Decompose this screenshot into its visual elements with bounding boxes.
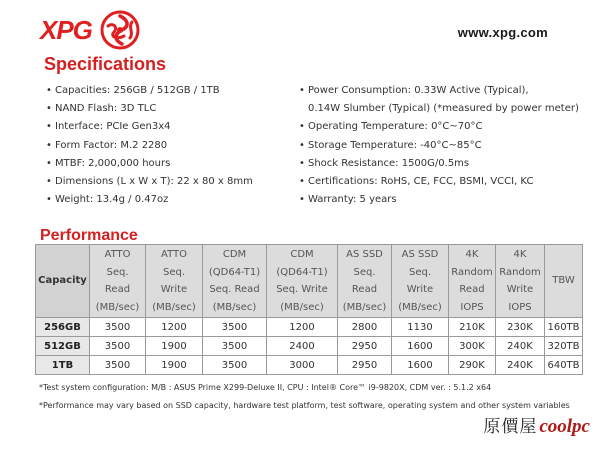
capacity-cell: 512GB xyxy=(36,337,90,356)
bullet-icon: • xyxy=(299,139,305,151)
table-cell: 3000 xyxy=(267,356,338,375)
spec-item xyxy=(46,191,253,209)
bullet-icon: • xyxy=(299,121,305,133)
bullet-icon: • xyxy=(46,103,52,115)
table-header-row xyxy=(36,245,583,318)
spec-text: Warranty: 5 years xyxy=(308,194,397,206)
column-header: 4K Random Write IOPS xyxy=(496,245,545,318)
table-row xyxy=(36,356,583,375)
table-cell: 210K xyxy=(449,318,496,337)
spec-item xyxy=(46,137,253,155)
spec-item-continuation xyxy=(299,100,579,118)
capacity-header: Capacity xyxy=(36,245,90,318)
table-cell: 1200 xyxy=(146,318,203,337)
coolpc-watermark xyxy=(483,412,590,438)
spec-text: Power Consumption: 0.33W Active (Typical), xyxy=(308,85,529,96)
spec-item xyxy=(299,155,579,173)
table-cell: 2950 xyxy=(338,356,392,375)
capacity-cell: 256GB xyxy=(36,318,90,337)
table-cell: 1200 xyxy=(267,318,338,337)
table-cell: 240K xyxy=(496,356,545,375)
column-header: CDM (QD64-T1) Seq. Write (MB/sec) xyxy=(267,245,338,318)
spec-text: Operating Temperature: 0°C~70°C xyxy=(308,121,483,133)
spec-text: NAND Flash: 3D TLC xyxy=(55,103,157,115)
capacity-cell: 1TB xyxy=(36,356,90,375)
bullet-icon: • xyxy=(46,121,52,133)
bullet-icon: • xyxy=(46,175,52,187)
column-header: AS SSD Seq. Read (MB/sec) xyxy=(338,245,392,318)
spec-item xyxy=(46,82,253,100)
specifications-title: Specifications xyxy=(44,54,167,74)
spec-text: Interface: PCIe Gen3x4 xyxy=(55,121,171,133)
spec-text: Storage Temperature: -40°C~85°C xyxy=(308,139,482,151)
table-cell: 3500 xyxy=(90,337,146,356)
table-cell: 1900 xyxy=(146,356,203,375)
column-header: AS SSD Seq. Write (MB/sec) xyxy=(392,245,449,318)
spec-text: Weight: 13.4g / 0.47oz xyxy=(55,194,169,206)
column-header: ATTO Seq. Write (MB/sec) xyxy=(146,245,203,318)
spec-item xyxy=(299,82,579,100)
bullet-icon: • xyxy=(46,194,52,206)
table-cell: 2400 xyxy=(267,337,338,356)
table-row xyxy=(36,318,583,337)
spec-item xyxy=(299,191,579,209)
bullet-icon: • xyxy=(299,194,305,206)
table-row xyxy=(36,337,583,356)
xpg-emblem-icon xyxy=(100,10,140,50)
xpg-logo xyxy=(40,10,140,50)
table-cell: 1900 xyxy=(146,337,203,356)
table-cell: 3500 xyxy=(90,318,146,337)
spec-text: Form Factor: M.2 2280 xyxy=(55,139,168,151)
footnote-test-system: *Test system configuration: M/B : ASUS Prime X299-Deluxe II, CPU : Intel® Core™ i9-9820X, CDM ver. : 5.1.2 x64 xyxy=(39,383,492,392)
spec-item xyxy=(46,118,253,136)
bullet-icon: • xyxy=(299,85,305,96)
watermark-cjk-text: 原價屋 xyxy=(483,417,538,437)
spec-item xyxy=(299,118,579,136)
table-cell: 1130 xyxy=(392,318,449,337)
bullet-icon: • xyxy=(299,175,305,187)
table-cell: 3500 xyxy=(203,337,267,356)
spec-item xyxy=(299,137,579,155)
table-cell: 3500 xyxy=(203,356,267,375)
watermark-brand-text: coolpc xyxy=(539,416,590,437)
spec-text: 0.14W Slumber (Typical) (*measured by power meter) xyxy=(308,103,579,115)
spec-item xyxy=(299,173,579,191)
bullet-icon: • xyxy=(46,157,52,169)
tbw-header: TBW xyxy=(545,245,583,318)
table-cell: 640TB xyxy=(545,356,583,375)
logo-wordmark: XPG xyxy=(40,15,92,45)
column-header: CDM (QD64-T1) Seq. Read (MB/sec) xyxy=(203,245,267,318)
spec-text: Shock Resistance: 1500G/0.5ms xyxy=(308,157,470,169)
table-cell: 1600 xyxy=(392,356,449,375)
spec-text: MTBF: 2,000,000 hours xyxy=(55,157,171,169)
column-header: ATTO Seq. Read (MB/sec) xyxy=(90,245,146,318)
table-cell: 2800 xyxy=(338,318,392,337)
spec-text: Capacities: 256GB / 512GB / 1TB xyxy=(55,85,220,96)
footnote-performance: *Performance may vary based on SSD capacity, hardware test platform, test software, operating system and other system variables xyxy=(39,401,570,410)
spec-text: Dimensions (L x W x T): 22 x 80 x 8mm xyxy=(55,175,253,187)
column-header: 4K Random Read IOPS xyxy=(449,245,496,318)
bullet-icon: • xyxy=(46,85,52,96)
spec-text: Certifications: RoHS, CE, FCC, BSMI, VCCI, KC xyxy=(308,175,534,187)
spec-list-left xyxy=(46,82,253,209)
performance-table xyxy=(35,244,583,375)
spec-list-right xyxy=(299,82,579,209)
table-cell: 320TB xyxy=(545,337,583,356)
table-cell: 3500 xyxy=(203,318,267,337)
bullet-icon: • xyxy=(299,157,305,169)
table-cell: 230K xyxy=(496,318,545,337)
bullet-icon: • xyxy=(46,139,52,151)
table-cell: 1600 xyxy=(392,337,449,356)
website-url: www.xpg.com xyxy=(457,25,548,40)
table-cell: 300K xyxy=(449,337,496,356)
spec-item xyxy=(46,173,253,191)
spec-item xyxy=(46,155,253,173)
table-cell: 2950 xyxy=(338,337,392,356)
table-cell: 290K xyxy=(449,356,496,375)
table-cell: 3500 xyxy=(90,356,146,375)
table-cell: 240K xyxy=(496,337,545,356)
performance-title: Performance xyxy=(40,227,138,244)
table-cell: 160TB xyxy=(545,318,583,337)
spec-item xyxy=(46,100,253,118)
